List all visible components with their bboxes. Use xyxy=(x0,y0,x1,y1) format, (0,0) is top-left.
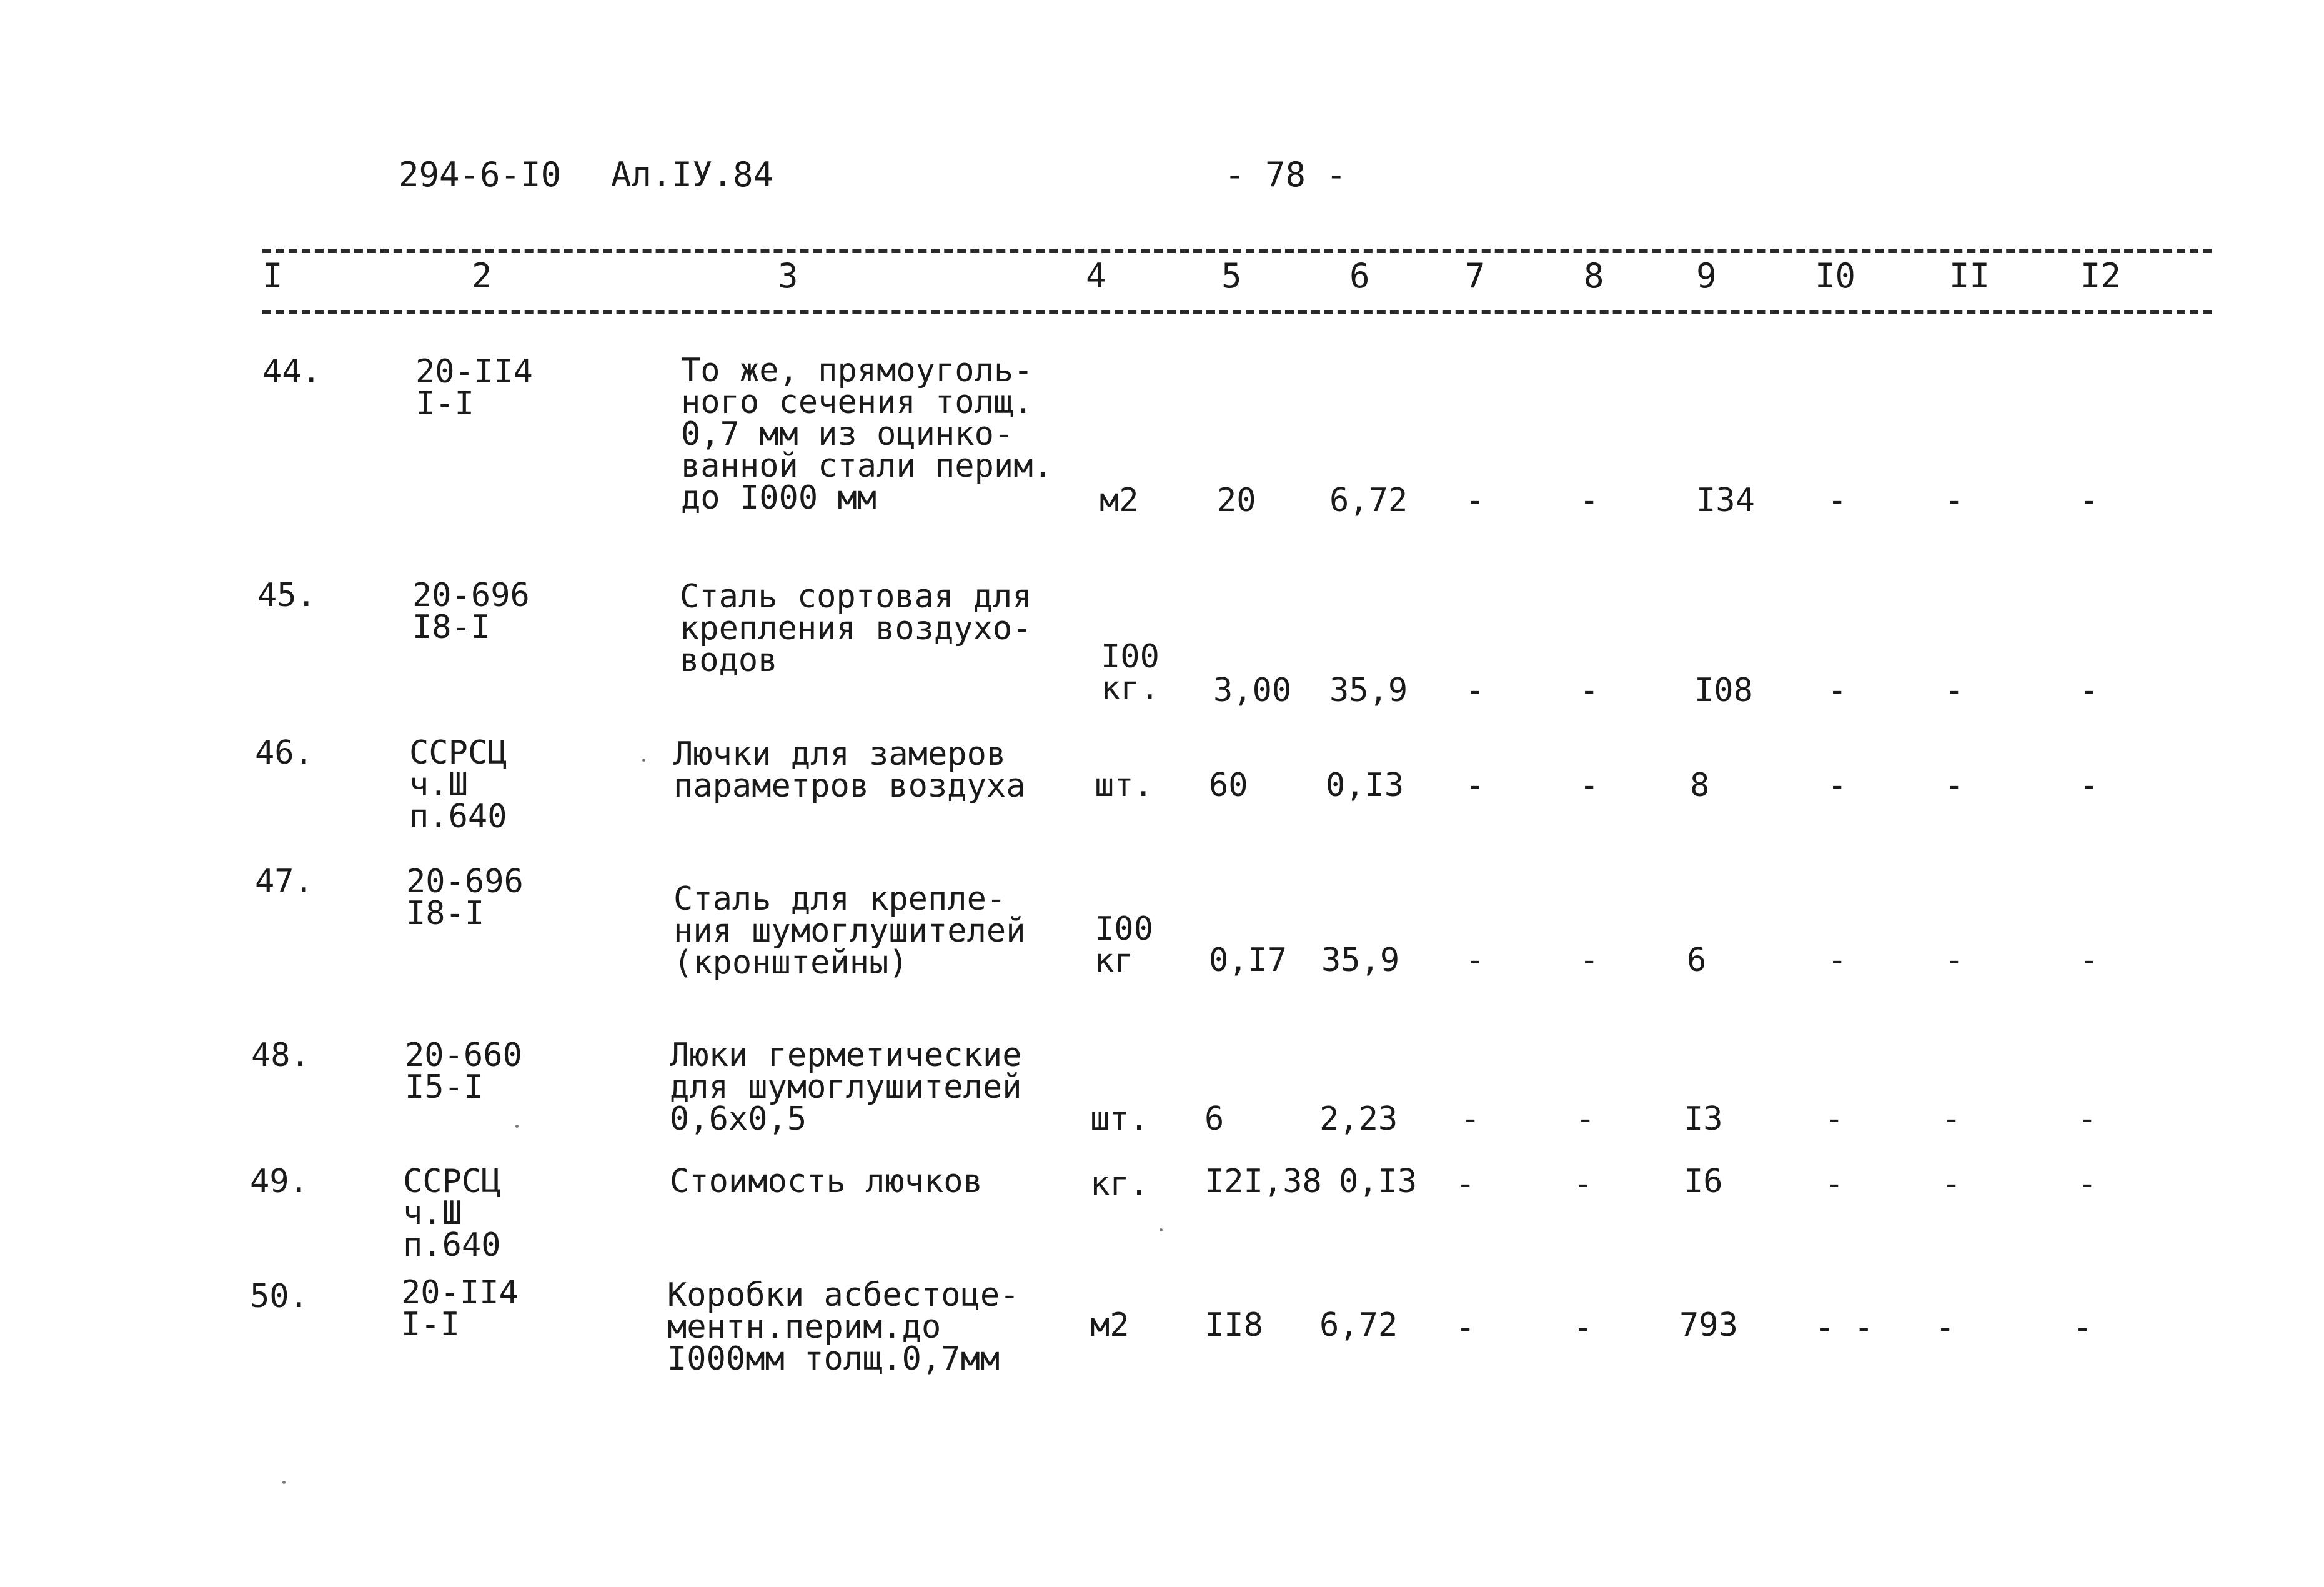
unit: кг. xyxy=(1090,1165,1149,1203)
quantity: 0,I7 xyxy=(1209,942,1288,979)
row-number: 45. xyxy=(257,577,316,614)
col-9-value: I34 xyxy=(1696,482,1755,519)
unit-price: 0,I3 xyxy=(1326,767,1404,804)
col-7-value: - xyxy=(1465,482,1485,519)
quantity: 20 xyxy=(1217,482,1256,519)
col-9-value: 793 xyxy=(1679,1306,1738,1344)
col-12-value: - xyxy=(2077,1100,2097,1138)
unit-price: 6,72 xyxy=(1329,482,1408,519)
row-number: 50. xyxy=(250,1278,309,1315)
col-12-value: - xyxy=(2079,942,2099,979)
row-number: 49. xyxy=(250,1163,309,1200)
col-8-value: - xyxy=(1579,942,1599,979)
row-number: 47. xyxy=(255,863,314,900)
quantity: 6 xyxy=(1204,1100,1224,1138)
col-12-value: - xyxy=(2079,672,2099,709)
norm-code: 20-II4 I-I xyxy=(415,353,533,422)
col-12-value: - xyxy=(2079,482,2099,519)
column-header-2: 2 xyxy=(472,256,492,296)
col-7-value: - xyxy=(1456,1309,1476,1346)
col-11-value: - xyxy=(1942,1165,1962,1203)
col-7-value: - xyxy=(1465,767,1485,804)
col-11-value: - xyxy=(1944,767,1964,804)
col-8-value: - xyxy=(1573,1309,1593,1346)
scan-speck xyxy=(282,1481,286,1484)
col-11-value: - xyxy=(1942,1100,1962,1138)
col-11-value: - xyxy=(1944,482,1964,519)
unit: шт. xyxy=(1095,767,1153,804)
column-header-6: 6 xyxy=(1349,256,1370,296)
column-header-1: I xyxy=(262,256,283,296)
col-10-value: - xyxy=(1824,1165,1844,1203)
column-header-9: 9 xyxy=(1696,256,1717,296)
unit: м2 xyxy=(1090,1306,1130,1344)
col-8-value: - xyxy=(1579,672,1599,709)
col-11-value: - xyxy=(1944,942,1964,979)
col-9-value: 8 xyxy=(1690,767,1710,804)
unit: I00 кг xyxy=(1095,910,1153,980)
col-9-value: I6 xyxy=(1684,1163,1723,1200)
unit-price: 2,23 xyxy=(1319,1100,1398,1138)
quantity: I2I,38 xyxy=(1204,1163,1322,1200)
col-7-value: - xyxy=(1461,1100,1481,1138)
unit-price: 35,9 xyxy=(1321,942,1400,979)
column-header-5: 5 xyxy=(1221,256,1242,296)
col-10-value: - xyxy=(1827,672,1847,709)
col-7-value: - xyxy=(1465,942,1485,979)
norm-code: ССРСЦ ч.Ш п.640 xyxy=(403,1163,501,1264)
item-description: Лючки для замеров параметров воздуха xyxy=(673,735,1026,805)
column-header-3: 3 xyxy=(778,256,798,296)
column-header-7: 7 xyxy=(1465,256,1486,296)
norm-code: 20-696 I8-I xyxy=(412,577,530,646)
row-number: 48. xyxy=(251,1037,310,1074)
col-11-value: - xyxy=(1944,672,1964,709)
document-code: 294-6-I0 xyxy=(399,155,562,194)
col-12-value: - xyxy=(2073,1309,2093,1346)
col-8-value: - xyxy=(1579,767,1599,804)
page-number: - 78 - xyxy=(1224,155,1347,194)
table-header-rule xyxy=(262,310,2212,314)
col-10-value: - xyxy=(1827,482,1847,519)
col-10-value: - xyxy=(1827,767,1847,804)
unit: шт. xyxy=(1090,1100,1149,1138)
norm-code: 20-696 I8-I xyxy=(406,863,524,932)
col-11-value: - xyxy=(1935,1309,1955,1346)
col-10-value: - xyxy=(1824,1100,1844,1138)
item-description: Коробки асбестоце- ментн.перим.до I000мм толщ.0,7мм xyxy=(667,1276,1020,1378)
col-10-value: - xyxy=(1827,942,1847,979)
column-header-12: I2 xyxy=(2080,256,2122,296)
col-9-value: I3 xyxy=(1684,1100,1723,1138)
unit-price: 0,I3 xyxy=(1339,1163,1418,1200)
col-8-value: - xyxy=(1573,1165,1593,1203)
column-header-8: 8 xyxy=(1584,256,1604,296)
unit-price: 6,72 xyxy=(1319,1306,1398,1344)
item-description: Стоимость лючков xyxy=(670,1163,983,1200)
col-7-value: - xyxy=(1465,672,1485,709)
col-10-value: - - xyxy=(1815,1309,1874,1346)
item-description: То же, прямоуголь- ного сечения толщ. 0,7 мм из оцинко- ванной стали перим. до I000 мм xyxy=(681,352,1053,517)
col-9-value: 6 xyxy=(1687,942,1707,979)
item-description: Сталь сортовая для крепления воздухо- водов xyxy=(680,578,1032,679)
col-7-value: - xyxy=(1456,1165,1476,1203)
scan-speck xyxy=(1160,1228,1163,1231)
col-8-value: - xyxy=(1579,482,1599,519)
scan-speck xyxy=(642,759,645,762)
col-12-value: - xyxy=(2077,1165,2097,1203)
item-description: Сталь для крепле- ния шумоглушителей (кронштейны) xyxy=(673,880,1026,982)
unit: м2 xyxy=(1100,482,1139,519)
scan-speck xyxy=(515,1125,519,1128)
quantity: 60 xyxy=(1209,767,1248,804)
table-top-rule xyxy=(262,249,2212,253)
unit-price: 35,9 xyxy=(1329,672,1408,709)
unit: I00 кг. xyxy=(1101,638,1160,707)
norm-code: 20-II4 I-I xyxy=(401,1274,519,1343)
row-number: 46. xyxy=(255,734,314,772)
quantity: II8 xyxy=(1204,1306,1263,1344)
column-header-10: I0 xyxy=(1815,256,1856,296)
item-description: Люки герметические для шумоглушителей 0,6х0,5 xyxy=(670,1037,1022,1138)
norm-code: ССРСЦ ч.Ш п.640 xyxy=(409,734,507,835)
norm-code: 20-660 I5-I xyxy=(405,1037,522,1106)
col-8-value: - xyxy=(1576,1100,1596,1138)
album-number: Ал.IУ.84 xyxy=(611,155,774,194)
column-header-4: 4 xyxy=(1086,256,1106,296)
column-header-11: II xyxy=(1949,256,1990,296)
quantity: 3,00 xyxy=(1213,672,1292,709)
row-number: 44. xyxy=(262,353,321,391)
col-9-value: I08 xyxy=(1694,672,1753,709)
col-12-value: - xyxy=(2079,767,2099,804)
